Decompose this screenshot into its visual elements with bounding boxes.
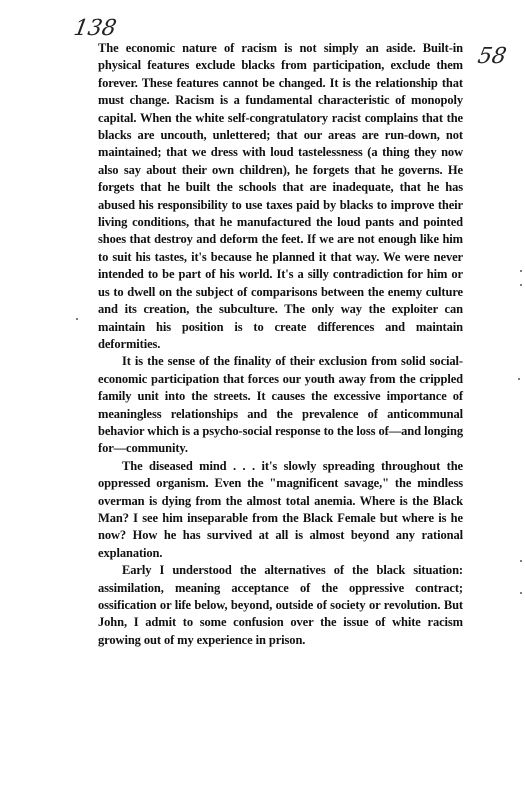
scan-speck [76,318,78,320]
handwritten-page-number-right: 58 [475,44,509,69]
paragraph-2: It is the sense of the finality of their exclusion from solid social-economic participation that forces our youth away from the crippled family unit into the streets. It causes the excessive importance of meaningless relationships and the prevalence of anticommunal behavior which is a psycho-social response to the loss of—and longing for—community. [98,354,463,456]
body-text [98,40,463,649]
scan-speck [518,378,520,380]
scan-speck [520,592,522,594]
handwritten-page-number-left: 138 [71,16,119,41]
scan-speck [520,284,522,286]
paragraph-1: The economic nature of racism is not simply an aside. Built-in physical features exclude blacks from participation, exclude them forever. These features cannot be changed. It is the relationship that must change. Racism is a fundamental characteristic of monopoly capital. When the white self-congratulatory racist complains that the blacks are uncouth, unlettered; that our areas are run-down, not maintained; that we dress with loud tastelessness (a thing they now also say about their own children), he forgets that he governs. He forgets that he built the schools that are inadequate, that he has abused his responsibility to use taxes paid by blacks to improve their living conditions, that he manufactured the loud pants and pointed shoes that destroy and deform the feet. If we are not enough like him to suit his tastes, it's because he planned it that way. We were never intended to be part of his world. It's a silly contradiction for him or us to dwell on the subject of comparisons between the enemy culture and its creation, the subculture. The only way the exploiter can maintain his position is to create differences and maintain deformities. [98,41,463,351]
paragraph-3: The diseased mind . . . it's slowly spreading throughout the oppressed organism. Even the "magnificent savage," the mindless overman is dying from the almost total anemia. Where is the Black Man? I see him inseparable from the Black Female but where is he now? How he has survived at all is almost beyond any rational explanation. [98,458,463,560]
scan-speck [520,270,522,272]
paragraph-4: Early I understood the alternatives of the black situation: assimilation, meaning acceptance of the oppressive contract; ossification or life below, beyond, outside of society or revolution. But John, I admit to some confusion over the issue of white racism growing out of my experience in prison. [98,563,463,647]
scan-speck [520,560,522,562]
